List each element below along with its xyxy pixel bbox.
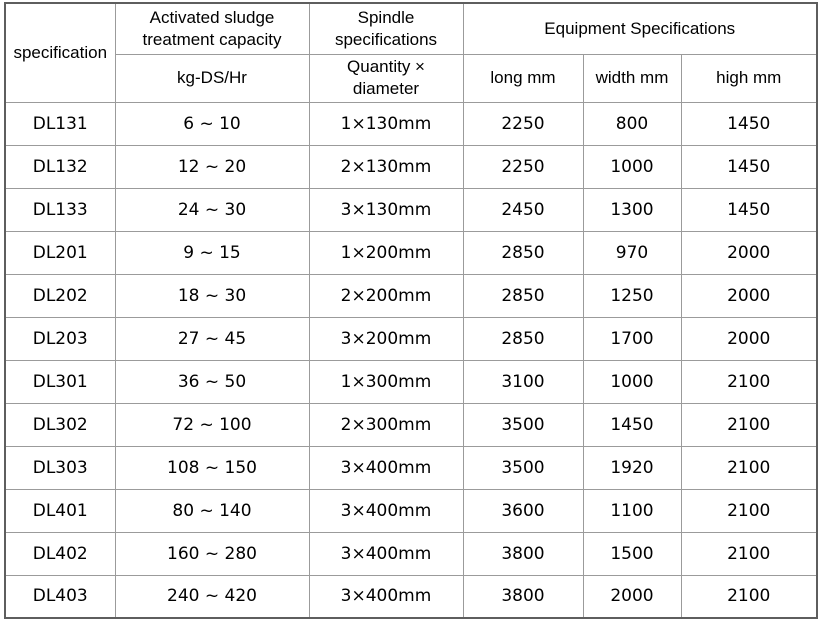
capacity-cell: 24 ~ 30 xyxy=(115,188,309,231)
spec-cell: DL301 xyxy=(5,360,115,403)
header-specification: specification xyxy=(5,3,115,102)
long-cell: 3800 xyxy=(463,575,583,618)
width-cell: 1000 xyxy=(583,360,681,403)
capacity-cell: 9 ~ 15 xyxy=(115,231,309,274)
spindle-cell: 2×300mm xyxy=(309,403,463,446)
capacity-cell: 12 ~ 20 xyxy=(115,145,309,188)
high-cell: 2100 xyxy=(681,575,817,618)
header-spindle-sub-line2: diameter xyxy=(352,79,420,98)
capacity-cell: 108 ~ 150 xyxy=(115,446,309,489)
capacity-cell: 240 ~ 420 xyxy=(115,575,309,618)
high-cell: 1450 xyxy=(681,145,817,188)
table-row xyxy=(5,446,817,489)
high-cell: 2000 xyxy=(681,274,817,317)
header-row-2 xyxy=(5,54,817,102)
table-row xyxy=(5,317,817,360)
spec-cell: DL133 xyxy=(5,188,115,231)
spindle-cell: 1×200mm xyxy=(309,231,463,274)
table-row xyxy=(5,102,817,145)
spindle-cell: 3×400mm xyxy=(309,575,463,618)
header-spindle-sub-line1: Quantity × xyxy=(347,57,425,76)
spindle-cell: 2×130mm xyxy=(309,145,463,188)
spec-cell: DL203 xyxy=(5,317,115,360)
table-row xyxy=(5,575,817,618)
table-row xyxy=(5,360,817,403)
header-spindle-group-line1: Spindle xyxy=(357,7,415,27)
header-spindle-sub xyxy=(309,54,463,102)
spec-cell: DL401 xyxy=(5,489,115,532)
table-row xyxy=(5,231,817,274)
long-cell: 2850 xyxy=(463,317,583,360)
table-row xyxy=(5,145,817,188)
spec-cell: DL131 xyxy=(5,102,115,145)
width-cell: 1250 xyxy=(583,274,681,317)
long-cell: 2450 xyxy=(463,188,583,231)
spec-cell: DL402 xyxy=(5,532,115,575)
header-equipment-group: Equipment Specifications xyxy=(463,3,817,54)
spindle-cell: 1×130mm xyxy=(309,102,463,145)
high-cell: 2100 xyxy=(681,360,817,403)
spindle-cell: 3×400mm xyxy=(309,532,463,575)
long-cell: 3500 xyxy=(463,403,583,446)
header-capacity-group-line2: treatment capacity xyxy=(142,29,282,49)
width-cell: 1700 xyxy=(583,317,681,360)
spindle-cell: 2×200mm xyxy=(309,274,463,317)
capacity-cell: 18 ~ 30 xyxy=(115,274,309,317)
capacity-cell: 27 ~ 45 xyxy=(115,317,309,360)
spec-cell: DL132 xyxy=(5,145,115,188)
capacity-cell: 36 ~ 50 xyxy=(115,360,309,403)
high-cell: 2100 xyxy=(681,403,817,446)
header-long-mm: long mm xyxy=(463,54,583,102)
capacity-cell: 72 ~ 100 xyxy=(115,403,309,446)
width-cell: 800 xyxy=(583,102,681,145)
long-cell: 2250 xyxy=(463,145,583,188)
width-cell: 1000 xyxy=(583,145,681,188)
capacity-cell: 80 ~ 140 xyxy=(115,489,309,532)
spindle-cell: 3×130mm xyxy=(309,188,463,231)
width-cell: 1500 xyxy=(583,532,681,575)
spec-cell: DL302 xyxy=(5,403,115,446)
width-cell: 970 xyxy=(583,231,681,274)
spec-cell: DL403 xyxy=(5,575,115,618)
high-cell: 2000 xyxy=(681,317,817,360)
header-high-mm: high mm xyxy=(681,54,817,102)
spindle-cell: 3×400mm xyxy=(309,446,463,489)
width-cell: 1450 xyxy=(583,403,681,446)
table-row xyxy=(5,532,817,575)
capacity-cell: 6 ~ 10 xyxy=(115,102,309,145)
header-width-mm: width mm xyxy=(583,54,681,102)
equipment-spec-table xyxy=(4,2,818,619)
table-row xyxy=(5,188,817,231)
table-row xyxy=(5,274,817,317)
high-cell: 2000 xyxy=(681,231,817,274)
spindle-cell: 1×300mm xyxy=(309,360,463,403)
header-spindle-group-line2: specifications xyxy=(334,29,438,49)
long-cell: 3600 xyxy=(463,489,583,532)
long-cell: 3500 xyxy=(463,446,583,489)
long-cell: 3800 xyxy=(463,532,583,575)
long-cell: 2850 xyxy=(463,274,583,317)
spec-cell: DL303 xyxy=(5,446,115,489)
high-cell: 2100 xyxy=(681,446,817,489)
header-capacity-group xyxy=(115,3,309,54)
long-cell: 2250 xyxy=(463,102,583,145)
capacity-cell: 160 ~ 280 xyxy=(115,532,309,575)
width-cell: 2000 xyxy=(583,575,681,618)
spindle-cell: 3×400mm xyxy=(309,489,463,532)
width-cell: 1920 xyxy=(583,446,681,489)
spec-cell: DL202 xyxy=(5,274,115,317)
header-capacity-group-line1: Activated sludge xyxy=(149,7,275,27)
high-cell: 2100 xyxy=(681,532,817,575)
table-row xyxy=(5,403,817,446)
table-row xyxy=(5,489,817,532)
long-cell: 3100 xyxy=(463,360,583,403)
width-cell: 1300 xyxy=(583,188,681,231)
long-cell: 2850 xyxy=(463,231,583,274)
header-spindle-group xyxy=(309,3,463,54)
high-cell: 2100 xyxy=(681,489,817,532)
high-cell: 1450 xyxy=(681,102,817,145)
header-capacity-unit: kg-DS/Hr xyxy=(115,54,309,102)
spindle-cell: 3×200mm xyxy=(309,317,463,360)
high-cell: 1450 xyxy=(681,188,817,231)
width-cell: 1100 xyxy=(583,489,681,532)
spec-cell: DL201 xyxy=(5,231,115,274)
header-row-1 xyxy=(5,3,817,54)
